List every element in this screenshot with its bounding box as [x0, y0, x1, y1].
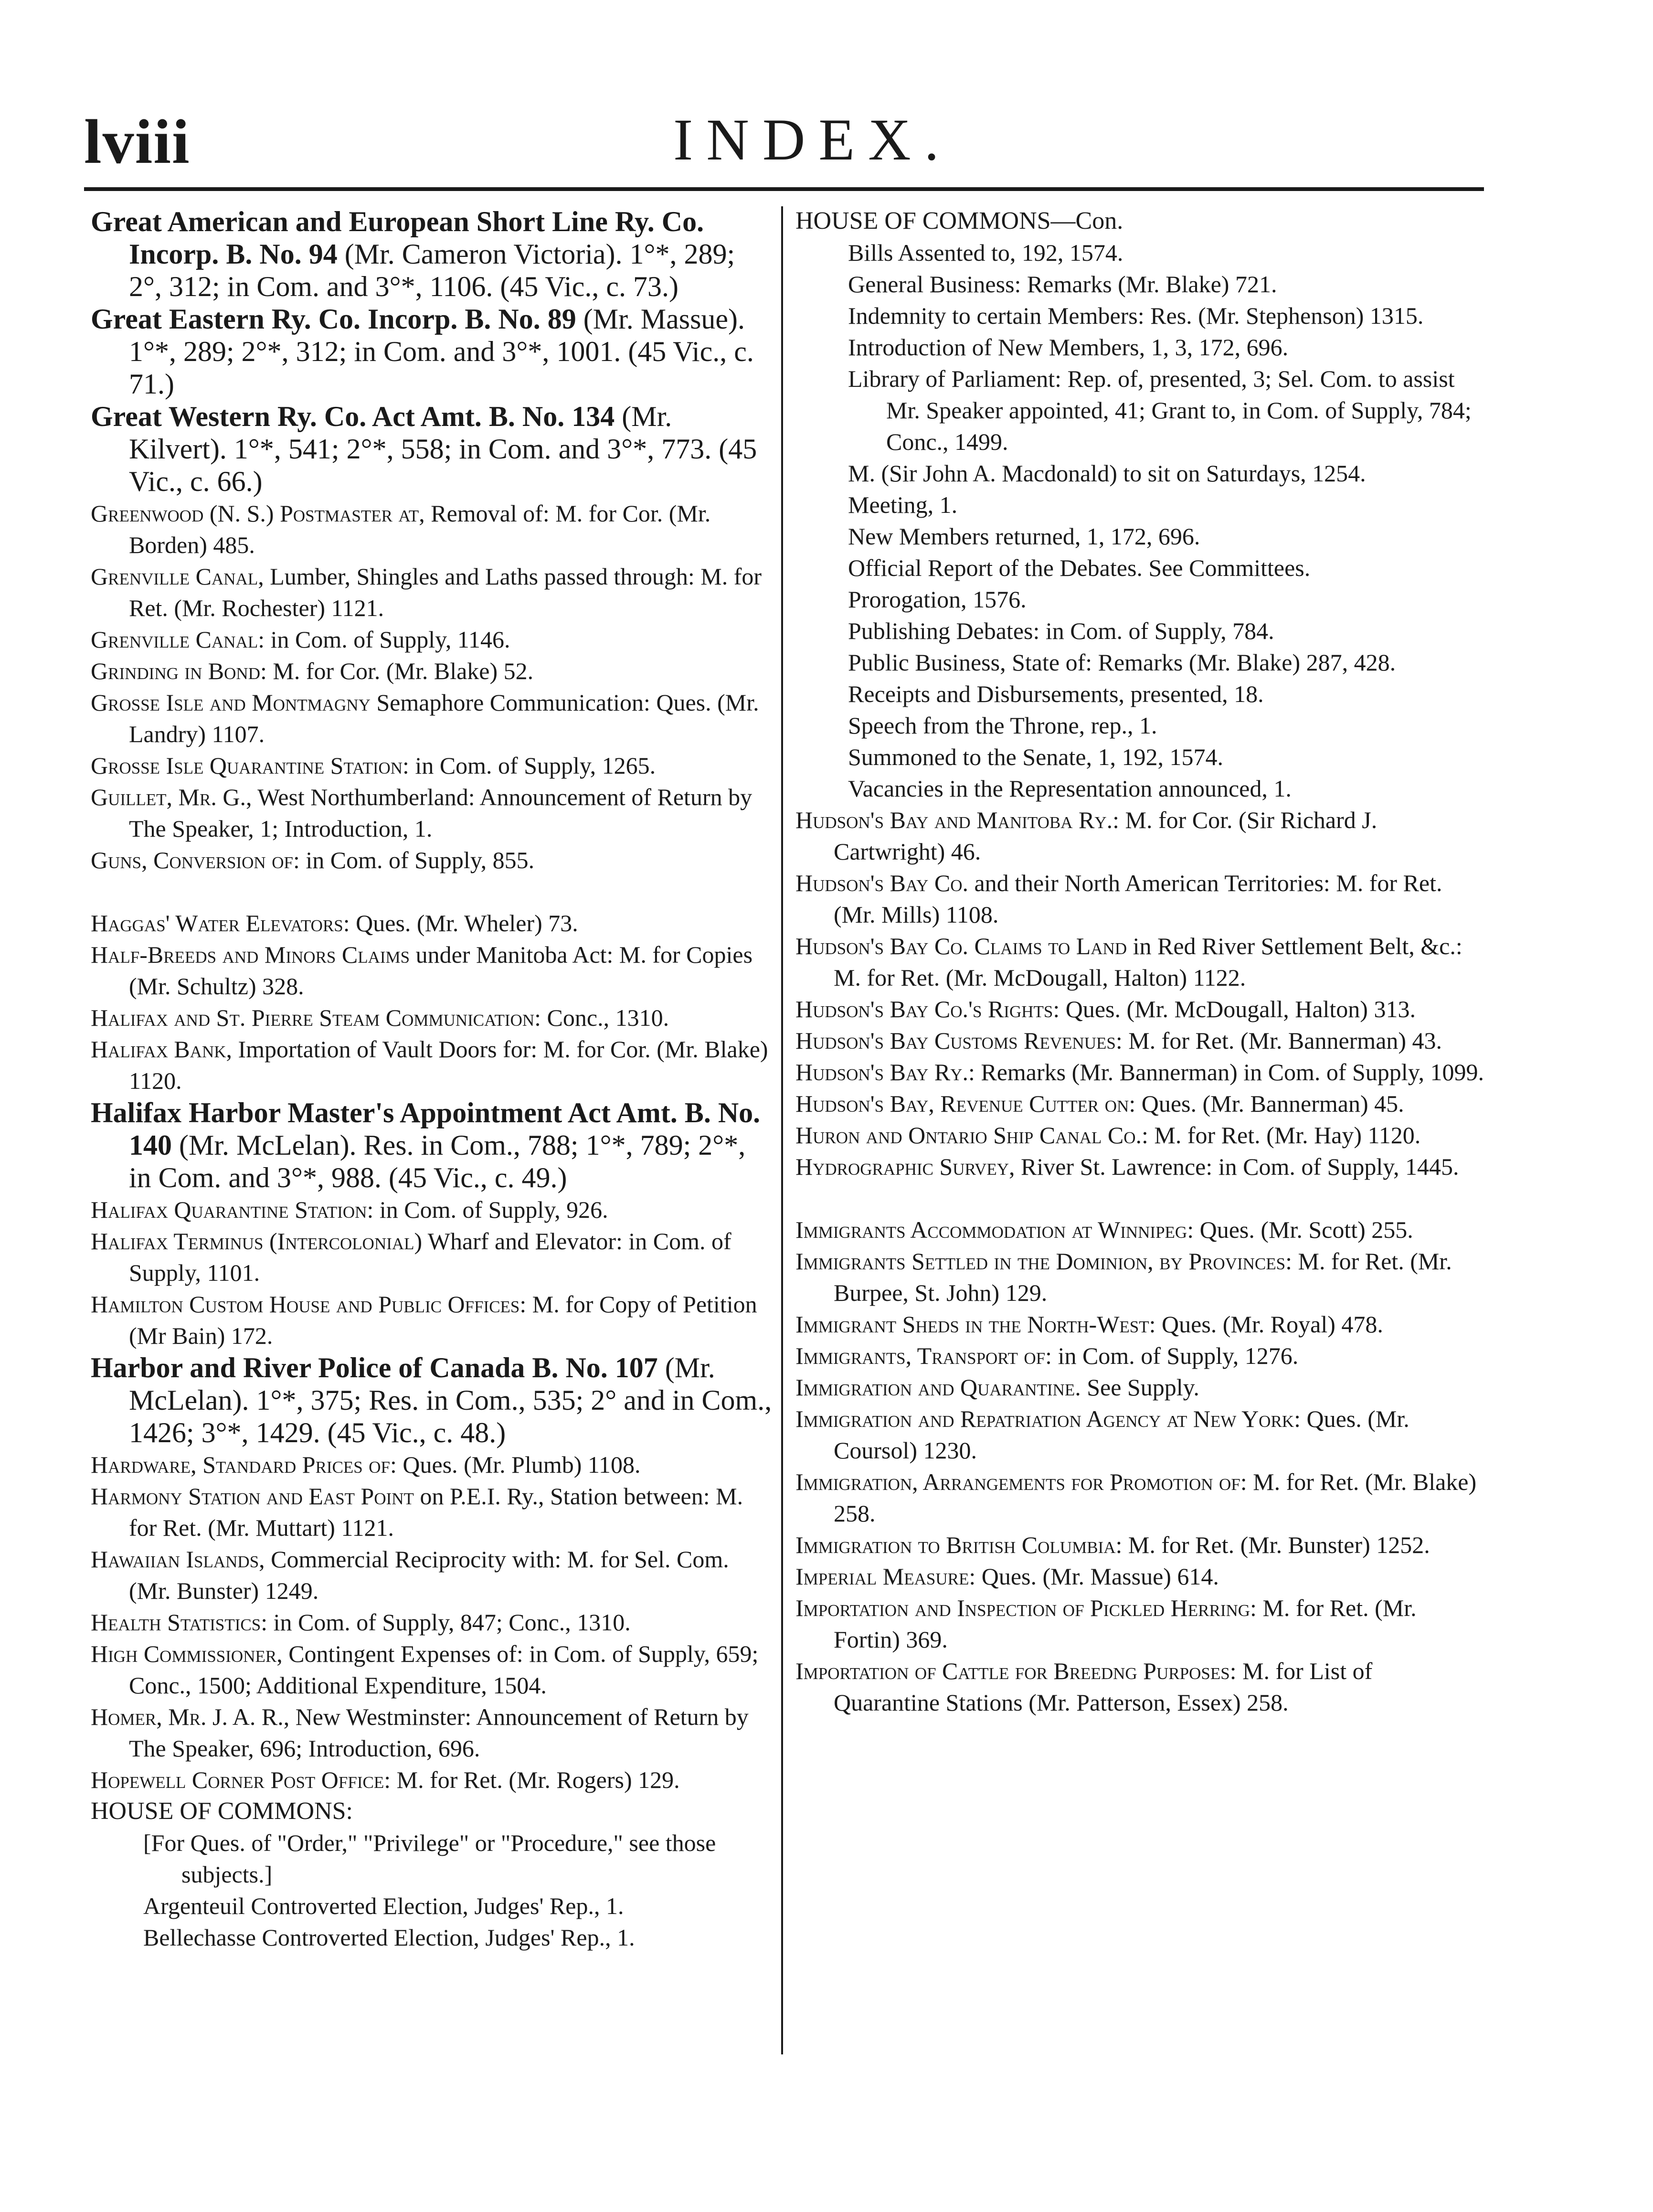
- entry-heading: Immigration and Quarantine.: [795, 1374, 1081, 1401]
- index-entry: [795, 1340, 1484, 1372]
- entry-text: Indemnity to certain Members: Res. (Mr. Stephenson) 1315.: [848, 302, 1424, 329]
- index-entry: [91, 498, 774, 561]
- index-entry: [91, 624, 774, 655]
- entry-heading: Health Statistics:: [91, 1609, 268, 1636]
- entry-text: M. for Ret. (Mr. Bunster) 1252.: [1122, 1531, 1430, 1558]
- index-entry: [795, 1655, 1484, 1718]
- index-entry: [91, 687, 774, 750]
- index-entry: [91, 1033, 774, 1096]
- index-entry: [91, 1288, 774, 1351]
- entry-heading: Greenwood (N. S.) Postmaster at,: [91, 500, 425, 527]
- entry-text: Receipts and Disbursements, presented, 18.: [848, 681, 1264, 707]
- entry-text: Bellechasse Controverted Election, Judges' Rep., 1.: [143, 1924, 635, 1951]
- index-entry: [795, 867, 1484, 930]
- index-entry: [795, 1529, 1484, 1561]
- sub-entry: [91, 1827, 774, 1890]
- entry-text: Ques. (Mr. Bannerman) 45.: [1135, 1090, 1404, 1117]
- index-entry: [91, 1701, 774, 1764]
- index-entry: [795, 1592, 1484, 1655]
- sub-entry: [795, 741, 1484, 773]
- index-entry: [795, 1119, 1484, 1151]
- index-entry: [795, 1308, 1484, 1340]
- entry-text: and their North American Territories: M. for Ret. (Mr. Mills) 1108.: [834, 870, 1442, 928]
- entry-heading: Halifax Bank,: [91, 1036, 233, 1063]
- section-heading: [795, 205, 1484, 237]
- entry-heading: Huron and Ontario Ship Canal Co.:: [795, 1122, 1148, 1149]
- index-entry: [795, 1088, 1484, 1119]
- index-entry: [91, 1543, 774, 1606]
- entry-text: in Com. of Supply, 1276.: [1052, 1342, 1299, 1369]
- entry-heading: Hamilton Custom House and Public Offices:: [91, 1291, 527, 1318]
- entry-text: Library of Parliament: Rep. of, presented, 3; Sel. Com. to assist Mr. Speaker appointed, 41; Grant to, in Com. of Supply, 784; Conc., 1499.: [848, 365, 1472, 455]
- entry-text: in Com. of Supply, 926.: [373, 1196, 608, 1223]
- entry-heading: Hudson's Bay Ry.:: [795, 1059, 975, 1085]
- entry-text: Prorogation, 1576.: [848, 586, 1027, 613]
- entry-text: Summoned to the Senate, 1, 192, 1574.: [848, 744, 1224, 770]
- column-divider: [781, 206, 783, 2054]
- entry-heading: Grosse Isle Quarantine Station:: [91, 752, 409, 779]
- entry-text: Vacancies in the Representation announced, 1.: [848, 775, 1292, 802]
- entry-text: (Mr. McLelan). Res. in Com., 788; 1°*, 789; 2°*, in Com. and 3°*, 988. (45 Vic., c. 49.): [129, 1129, 746, 1193]
- sub-entry: [795, 268, 1484, 300]
- index-entry: [91, 1480, 774, 1543]
- entry-text: M. for Ret. (Mr. Hay) 1120.: [1148, 1122, 1421, 1149]
- entry-heading: Halifax Quarantine Station:: [91, 1196, 374, 1223]
- entry-text: in Com. of Supply, 1146.: [265, 626, 510, 653]
- entry-heading: Hudson's Bay Co. Claims to Land: [795, 933, 1127, 959]
- section-gap: [795, 1182, 1484, 1214]
- entry-text: See Supply.: [1081, 1374, 1199, 1401]
- entry-heading: Immigration and Repatriation Agency at New York:: [795, 1405, 1301, 1432]
- entry-heading: Grinding in Bond:: [91, 658, 267, 684]
- index-entry: [91, 1606, 774, 1638]
- entry-heading: Halifax Terminus (Intercolonial): [91, 1228, 423, 1255]
- entry-text: Lumber, Shingles and Laths passed through: M. for Ret. (Mr. Rochester) 1121.: [129, 563, 762, 621]
- entry-text: River St. Lawrence: in Com. of Supply, 1445.: [1015, 1153, 1459, 1180]
- sub-entry: [795, 710, 1484, 741]
- entry-text: Wharf and Elevator: in Com. of Supply, 1101.: [129, 1228, 731, 1286]
- entry-text: M. for Copy of Petition (Mr Bain) 172.: [129, 1291, 757, 1349]
- entry-text: Ques. (Mr. Royal) 478.: [1155, 1311, 1383, 1338]
- entry-text: Ques. (Mr. Scott) 255.: [1194, 1216, 1413, 1243]
- entry-text: Removal of: M. for Cor. (Mr. Borden) 485.: [129, 500, 711, 558]
- entry-heading: Hydrographic Survey,: [795, 1153, 1015, 1180]
- bill-entry: [91, 205, 774, 303]
- index-entry: [91, 1764, 774, 1796]
- entry-text: M. for Cor. (Sir Richard J. Cartwright) 46.: [834, 807, 1378, 865]
- index-entry: [91, 1002, 774, 1033]
- entry-text: New Members returned, 1, 172, 696.: [848, 523, 1200, 550]
- entry-heading: Hawaiian Islands,: [91, 1546, 265, 1573]
- entry-heading: Hudson's Bay, Revenue Cutter on:: [795, 1090, 1136, 1117]
- entry-heading: Immigration to British Columbia:: [795, 1531, 1123, 1558]
- entry-heading: Guns, Conversion of:: [91, 847, 300, 873]
- entry-heading: HOUSE OF COMMONS—Con.: [795, 207, 1123, 234]
- sub-entry: [795, 489, 1484, 521]
- entry-text: Commercial Reciprocity with: M. for Sel. Com. (Mr. Bunster) 1249.: [129, 1546, 729, 1604]
- page-number: lviii: [84, 106, 191, 177]
- entry-text: M. for List of Quarantine Stations (Mr. Patterson, Essex) 258.: [834, 1658, 1373, 1716]
- entry-heading: Half-Breeds and Minors Claims: [91, 941, 410, 968]
- entry-text: (Mr. Kilvert). 1°*, 541; 2°*, 558; in Com. and 3°*, 773. (45 Vic., c. 66.): [129, 401, 757, 497]
- entry-text: Remarks (Mr. Bannerman) in Com. of Supply, 1099.: [975, 1059, 1484, 1085]
- entry-text: M. for Cor. (Mr. Blake) 52.: [266, 658, 534, 684]
- entry-heading: Immigration, Arrangements for Promotion of:: [795, 1468, 1247, 1495]
- entry-text: Ques. (Mr. Massue) 614.: [975, 1563, 1219, 1590]
- sub-entry: [795, 363, 1484, 457]
- sub-entry: [91, 1890, 774, 1922]
- index-entry: [795, 1151, 1484, 1182]
- index-entry: [91, 781, 774, 844]
- entry-heading: Immigrants Accommodation at Winnipeg:: [795, 1216, 1194, 1243]
- index-entry: [91, 1194, 774, 1225]
- index-entry: [91, 750, 774, 781]
- entry-text: in Com. of Supply, 1265.: [409, 752, 656, 779]
- entry-text: in Red River Settlement Belt, &c.: M. for Ret. (Mr. McDougall, Halton) 1122.: [834, 933, 1462, 991]
- index-entry: [795, 1403, 1484, 1466]
- index-entry: [91, 655, 774, 687]
- entry-text: on P.E.I. Ry., Station between: M. for Ret. (Mr. Muttart) 1121.: [129, 1483, 743, 1541]
- sub-entry: [795, 584, 1484, 615]
- entry-text: Ques. (Mr. Coursol) 1230.: [834, 1405, 1409, 1464]
- entry-heading: Guillet, Mr. G.,: [91, 784, 252, 810]
- index-entry: [795, 1214, 1484, 1245]
- sub-entry: [795, 773, 1484, 804]
- index-entry: [91, 1449, 774, 1480]
- entry-text: Contingent Expenses of: in Com. of Supply, 659; Conc., 1500; Additional Expenditure, 1504.: [129, 1640, 759, 1699]
- index-entry: [91, 1638, 774, 1701]
- bill-entry: [91, 1096, 774, 1194]
- entry-text: Bills Assented to, 192, 1574.: [848, 239, 1123, 266]
- entry-text: in Com. of Supply, 855.: [299, 847, 535, 873]
- sub-entry: [795, 300, 1484, 331]
- section-heading: [91, 1796, 774, 1827]
- index-entry: [795, 1245, 1484, 1308]
- index-entry: [91, 939, 774, 1002]
- sub-entry: [795, 331, 1484, 363]
- entry-text: Meeting, 1.: [848, 491, 958, 518]
- entry-heading: Halifax and St. Pierre Steam Communication:: [91, 1004, 541, 1031]
- sub-entry: [795, 647, 1484, 678]
- index-entry: [91, 1225, 774, 1288]
- entry-heading: Grosse Isle and Montmagny: [91, 689, 371, 716]
- entry-text: Argenteuil Controverted Election, Judges' Rep., 1.: [143, 1893, 624, 1919]
- entry-heading: Grenville Canal,: [91, 563, 264, 590]
- index-entry: [795, 804, 1484, 867]
- entry-heading: Great Western Ry. Co. Act Amt. B. No. 134: [91, 401, 615, 432]
- entry-text: Semaphore Communication: Ques. (Mr. Landry) 1107.: [129, 689, 759, 747]
- index-entry: [795, 993, 1484, 1025]
- index-entry: [795, 1466, 1484, 1529]
- entry-text: M. (Sir John A. Macdonald) to sit on Saturdays, 1254.: [848, 460, 1366, 487]
- sub-entry: [795, 237, 1484, 268]
- index-entry: [91, 907, 774, 939]
- bill-entry: [91, 303, 774, 400]
- entry-text: Introduction of New Members, 1, 3, 172, 696.: [848, 334, 1289, 361]
- entry-text: Ques. (Mr. Plumb) 1108.: [396, 1451, 641, 1478]
- entry-heading: Immigrants, Transport of:: [795, 1342, 1052, 1369]
- entry-text: (Mr. Massue). 1°*, 289; 2°*, 312; in Com. and 3°*, 1001. (45 Vic., c. 71.): [129, 303, 754, 400]
- index-entry: [795, 930, 1484, 993]
- entry-heading: Haggas' Water Elevators:: [91, 910, 350, 936]
- entry-text: Publishing Debates: in Com. of Supply, 784.: [848, 617, 1274, 644]
- entry-text: (Mr. McLelan). 1°*, 375; Res. in Com., 535; 2° and in Com., 1426; 3°*, 1429. (45 Vic., c. 48.): [129, 1352, 772, 1448]
- entry-heading: Hudson's Bay and Manitoba Ry.:: [795, 807, 1119, 833]
- entry-text: Ques. (Mr. Wheler) 73.: [350, 910, 578, 936]
- entry-text: [For Ques. of "Order," "Privilege" or "Procedure," see those subjects.]: [143, 1829, 716, 1888]
- index-entry: [795, 1561, 1484, 1592]
- index-entry: [795, 1056, 1484, 1088]
- sub-entry: [795, 552, 1484, 584]
- index-entry: [795, 1372, 1484, 1403]
- entry-text: Speech from the Throne, rep., 1.: [848, 712, 1157, 739]
- entry-heading: Harbor and River Police of Canada B. No. 107: [91, 1352, 658, 1383]
- entry-text: Importation of Vault Doors for: M. for Cor. (Mr. Blake) 1120.: [129, 1036, 768, 1094]
- page-title: INDEX.: [673, 107, 953, 172]
- entry-text: General Business: Remarks (Mr. Blake) 721.: [848, 271, 1277, 298]
- entry-text: Ques. (Mr. McDougall, Halton) 313.: [1060, 996, 1416, 1022]
- index-entry: [91, 844, 774, 876]
- sub-entry: [795, 457, 1484, 489]
- bill-entry: [91, 1351, 774, 1449]
- section-gap: [91, 876, 774, 907]
- entry-text: M. for Ret. (Mr. Blake) 258.: [834, 1468, 1477, 1527]
- entry-heading: Hudson's Bay Co.'s Rights:: [795, 996, 1060, 1022]
- entry-heading: Hudson's Bay Co.: [795, 870, 968, 896]
- entry-heading: Homer, Mr. J. A. R.,: [91, 1703, 290, 1730]
- entry-heading: Hudson's Bay Customs Revenues:: [795, 1027, 1123, 1054]
- sub-entry: [795, 678, 1484, 710]
- entry-heading: Imperial Measure:: [795, 1563, 976, 1590]
- entry-heading: Harmony Station and East Point: [91, 1483, 414, 1510]
- bill-entry: [91, 400, 774, 498]
- entry-text: M. for Ret. (Mr. Rogers) 129.: [391, 1766, 680, 1793]
- entry-heading: Importation and Inspection of Pickled Herring:: [795, 1595, 1257, 1621]
- entry-text: M. for Ret. (Mr. Fortin) 369.: [834, 1595, 1417, 1653]
- entry-text: (Mr. Cameron Victoria). 1°*, 289; 2°, 312; in Com. and 3°*, 1106. (45 Vic., c. 73.): [129, 238, 735, 302]
- header-rule: [84, 187, 1484, 191]
- entry-heading: Great Eastern Ry. Co. Incorp. B. No. 89: [91, 303, 576, 335]
- entry-text: New Westminster: Announcement of Return by The Speaker, 696; Introduction, 696.: [129, 1703, 749, 1762]
- entry-heading: Hardware, Standard Prices of:: [91, 1451, 397, 1478]
- entry-heading: Grenville Canal:: [91, 626, 265, 653]
- entry-heading: High Commissioner,: [91, 1640, 283, 1667]
- entry-text: West Northumberland: Announcement of Return by The Speaker, 1; Introduction, 1.: [129, 784, 752, 842]
- entry-text: Conc., 1310.: [541, 1004, 669, 1031]
- entry-text: under Manitoba Act: M. for Copies (Mr. Schultz) 328.: [129, 941, 753, 1000]
- entry-heading: Importation of Cattle for Breedng Purposes:: [795, 1658, 1237, 1684]
- entry-text: Public Business, State of: Remarks (Mr. Blake) 287, 428.: [848, 649, 1396, 676]
- entry-heading: Hopewell Corner Post Office:: [91, 1766, 391, 1793]
- right-column: [795, 205, 1484, 1718]
- index-entry: [91, 561, 774, 624]
- entry-heading: Halifax Harbor Master's Appointment Act Amt. B. No. 140: [91, 1097, 761, 1161]
- left-column: [91, 205, 774, 1953]
- entry-heading: Immigrant Sheds in the North-West:: [795, 1311, 1156, 1338]
- sub-entry: [91, 1922, 774, 1953]
- sub-entry: [795, 615, 1484, 647]
- entry-heading: Immigrants Settled in the Dominion, by Provinces:: [795, 1248, 1292, 1275]
- entry-text: in Com. of Supply, 847; Conc., 1310.: [267, 1609, 631, 1636]
- entry-heading: Great American and European Short Line Ry. Co. Incorp. B. No. 94: [91, 206, 704, 270]
- entry-text: Official Report of the Debates. See Committees.: [848, 554, 1311, 581]
- entry-text: M. for Ret. (Mr. Bannerman) 43.: [1122, 1027, 1442, 1054]
- sub-entry: [795, 521, 1484, 552]
- entry-text: M. for Ret. (Mr. Burpee, St. John) 129.: [834, 1248, 1452, 1306]
- index-entry: [795, 1025, 1484, 1056]
- entry-heading: HOUSE OF COMMONS:: [91, 1797, 353, 1825]
